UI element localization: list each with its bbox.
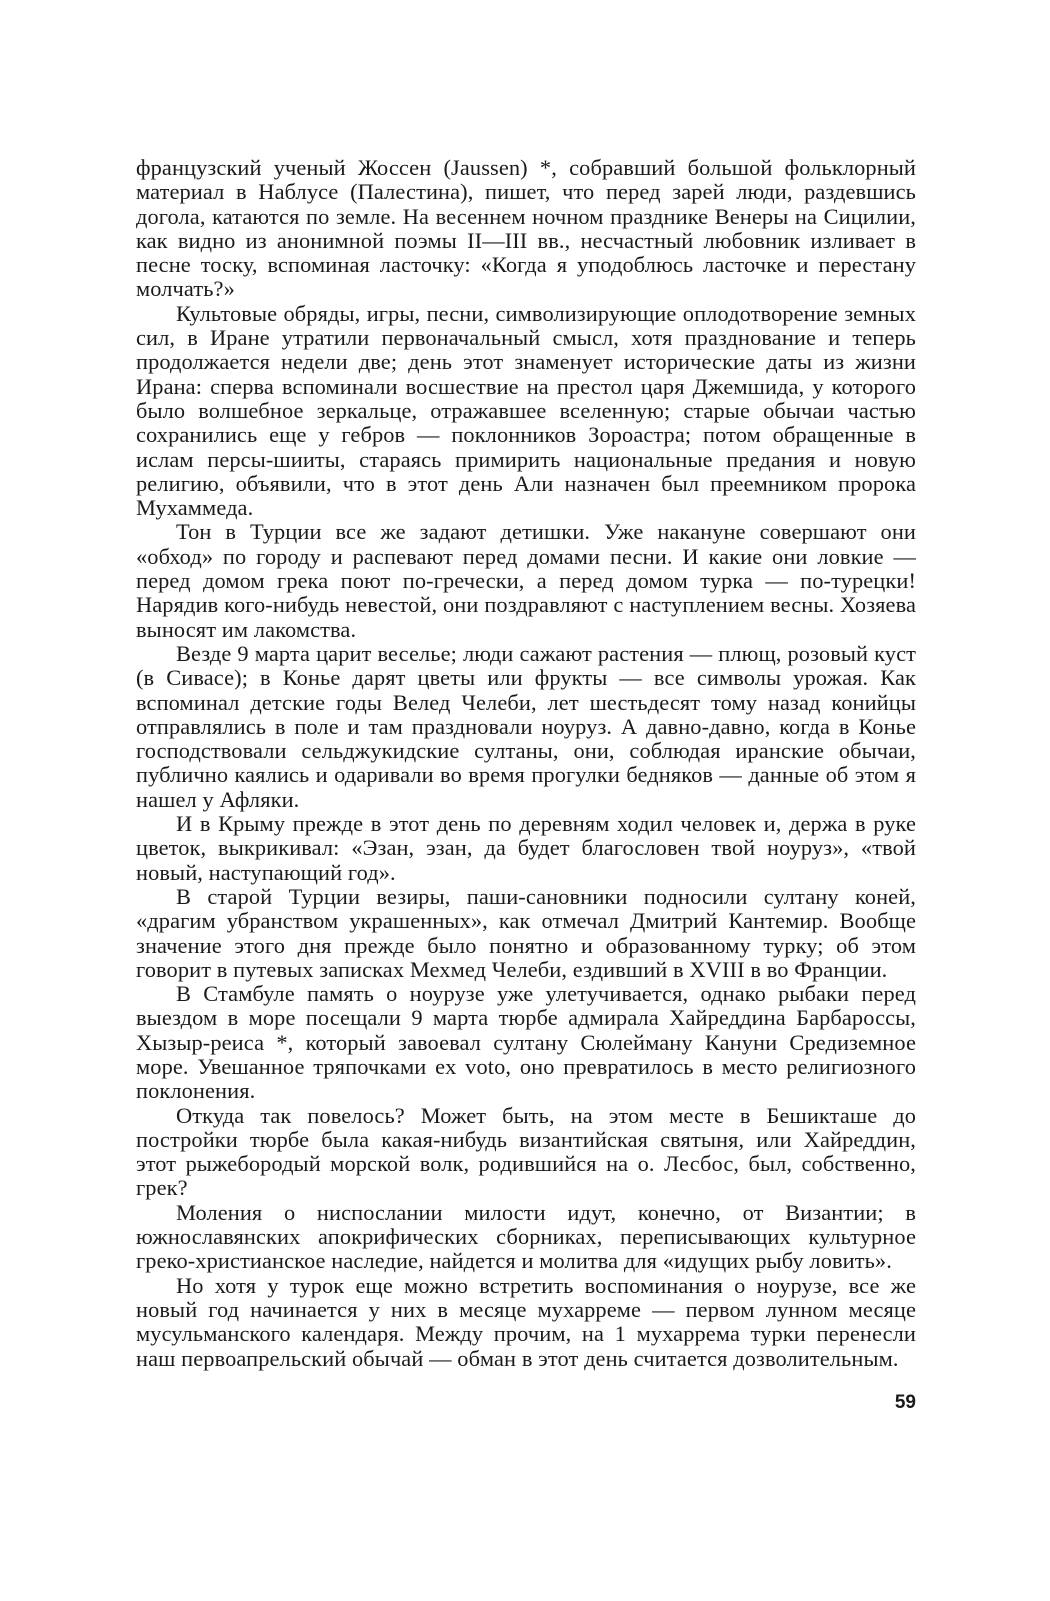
paragraph-2: Культовые обряды, игры, песни, символизирующие оплодотворение земных сил, в Иране утратили первоначальный смысл, хотя празднование и теперь продолжается недели две; день этот знаменует исторические даты из жизни Ирана: сперва вспоминали восшествие на престол царя Джемшида, у которого было волшебное зеркальце, отражавшее вселенную; старые обычаи частью сохранились еще у гебров — поклонников Зороастра; потом обращенные в ислам персы-шииты, стараясь примирить национальные предания и новую религию, объявили, что в этот день Али назначен был преемником пророка Мухаммеда. — [136, 300, 916, 521]
paragraph-10: Но хотя у турок еще можно встретить воспоминания о ноурузе, все же новый год начинается у них в месяце мухарреме — первом лунном месяце мусульманского календаря. Между прочим, на 1 мухаррема турки перенесли наш первоапрельский обычай — обман в этот день считается дозволительным. — [136, 1272, 916, 1371]
paragraph-7: В Стамбуле память о ноурузе уже улетучивается, однако рыбаки перед выездом в море посещали 9 марта тюрбе адмирала Хайреддина Барбароссы, Хызыр-реиса *, который завоевал султану Сюлейману Кануни Средиземное море. Увешанное тряпочками ex voto, оно превратилось в место религиозного поклонения. — [136, 981, 916, 1104]
paragraph-1: французский ученый Жоссен (Jaussen) *, собравший большой фольклорный материал в Наблусе (Палестина), пишет, что перед зарей люди, раздевшись догола, катаются по земле. На весеннем ночном празднике Венеры на Сицилии, как видно из анонимной поэмы II—III вв., несчастный любовник изливает в песне тоску, вспоминая ласточку: «Когда я уподоблюсь ласточке и перестану молчать?» — [136, 155, 916, 302]
paragraph-3: Тон в Турции все же задают детишки. Уже накануне совершают они «обход» по городу и распевают перед домами песни. И какие они ловкие — перед домом грека поют по-гречески, а перед домом турка — по-турецки! Нарядив кого-нибудь невестой, они поздравляют с наступлением весны. Хозяева выносят им лакомства. — [136, 519, 916, 642]
paragraph-4: Везде 9 марта царит веселье; люди сажают растения — плющ, розовый куст (в Сивасе); в Конье дарят цветы или фрукты — все символы урожая. Как вспоминал детские годы Велед Челеби, лет шестьдесят тому назад конийцы отправлялись в поле и там праздновали ноуруз. А давно-давно, когда в Конье господствовали сельджукидские султаны, они, соблюдая иранские обычаи, публично каялись и одаривали во время прогулки бедняков — данные об этом я нашел у Афляки. — [136, 640, 916, 812]
body-text — [136, 156, 916, 1371]
paragraph-8: Откуда так повелось? Может быть, на этом месте в Бешикташе до постройки тюрбе была какая-нибудь византийская святыня, или Хайреддин, этот рыжебородый морской волк, родившийся на о. Лесбос, был, собственно, грек? — [136, 1102, 916, 1201]
paragraph-9: Моления о ниспослании милости идут, конечно, от Византии; в южнославянских апокрифических сборниках, переписывающих культурное греко-христианское наследие, найдется и молитва для «идущих рыбу ловить». — [136, 1199, 916, 1274]
paragraph-5: И в Крыму прежде в этот день по деревням ходил человек и, держа в руке цветок, выкрикивал: «Эзан, эзан, да будет благословен твой ноуруз», «твой новый, наступающий год». — [136, 811, 916, 885]
paragraph-6: В старой Турции везиры, паши-сановники подносили султану коней, «драгим убранством украшенных», как отмечал Дмитрий Кантемир. Вообще значение этого дня прежде было понятно и образованному турку; об этом говорит в путевых записках Мехмед Челеби, ездивший в XVIII в во Франции. — [136, 883, 916, 982]
page-number: 59 — [894, 1392, 916, 1413]
